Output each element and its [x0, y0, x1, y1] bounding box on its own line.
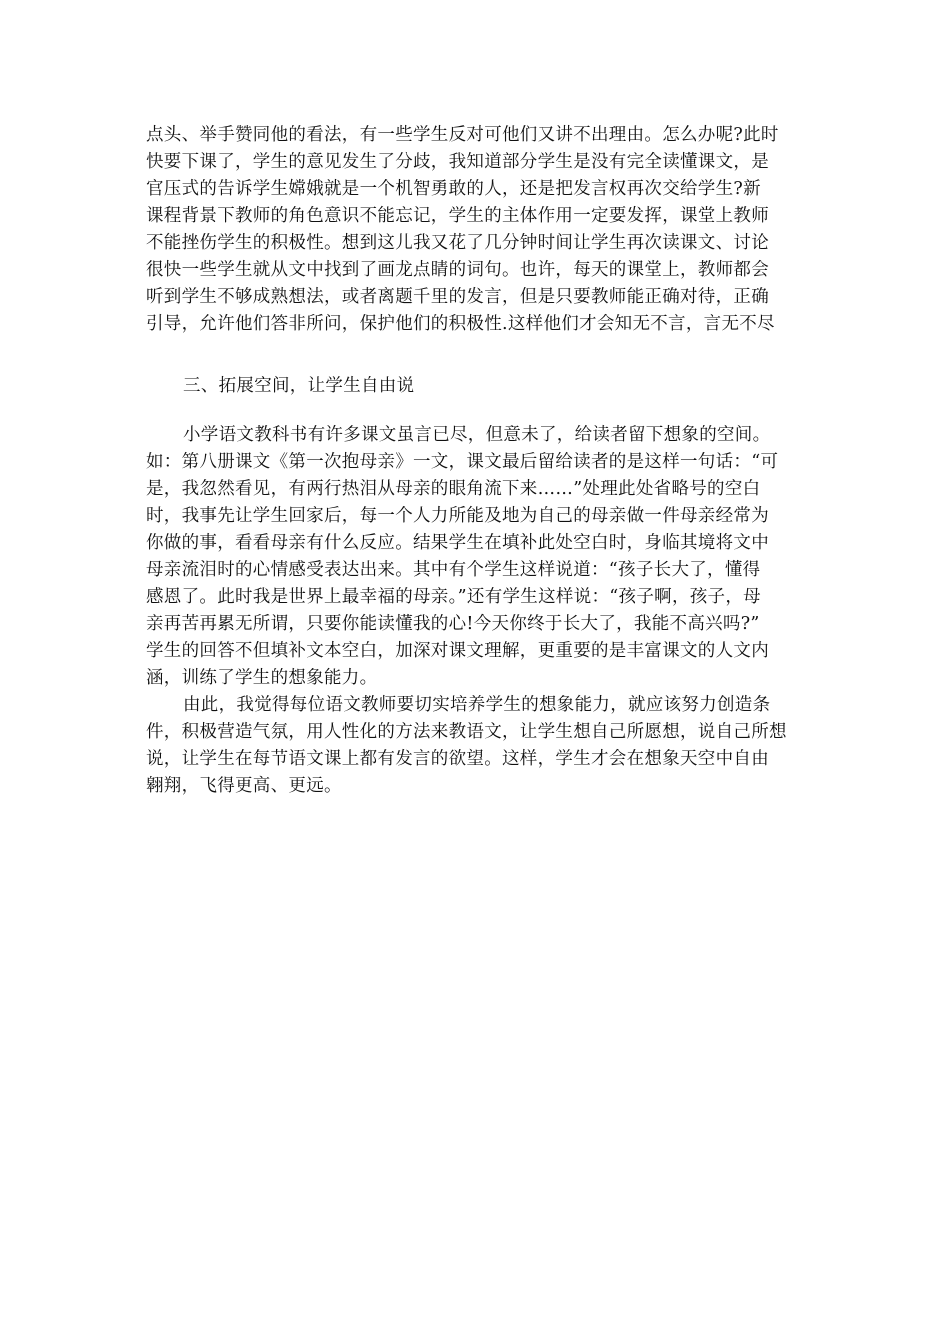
paragraph2-line: 你做的事，看看母亲有什么反应。结果学生在填补此处空白时，身临其境将文中	[146, 533, 769, 553]
paragraph2-line: 亲再苦再累无所谓，只要你能读懂我的心!今天你终于长大了，我能不高兴吗?”	[146, 614, 760, 634]
paragraph1-line: 引导，允许他们答非所问，保护他们的积极性.这样他们才会知无不言，言无不尽	[146, 314, 775, 334]
paragraph1-line: 听到学生不够成熟想法，或者离题千里的发言，但是只要教师能正确对待，正确	[146, 287, 769, 307]
paragraph2-line: 小学语文教科书有许多课文虽言已尽，但意未了，给读者留下想象的空间。	[183, 425, 771, 445]
section-heading: 三、拓展空间，让学生自由说	[183, 376, 415, 396]
paragraph1-line: 快要下课了，学生的意见发生了分歧，我知道部分学生是没有完全读懂课文，是	[146, 152, 769, 172]
paragraph1-line: 点头、举手赞同他的看法，有一些学生反对可他们又讲不出理由。怎么办呢?此时	[146, 125, 779, 145]
paragraph2-line: 学生的回答不但填补文本空白，加深对课文理解，更重要的是丰富课文的人文内	[146, 641, 769, 661]
paragraph1-line: 很快一些学生就从文中找到了画龙点睛的词句。也许，每天的课堂上，教师都会	[146, 260, 769, 280]
paragraph3-line: 翱翔，飞得更高、更远。	[146, 776, 342, 796]
paragraph2-line: 是，我忽然看见，有两行热泪从母亲的眼角流下来……”处理此处省略号的空白	[146, 479, 761, 499]
paragraph2-line: 时，我事先让学生回家后，每一个人力所能及地为自己的母亲做一件母亲经常为	[146, 506, 769, 526]
paragraph2-line: 感恩了。此时我是世界上最幸福的母亲。”还有学生这样说：“孩子啊，孩子，母	[146, 587, 761, 607]
paragraph1-line: 官压式的告诉学生嫦娥就是一个机智勇敢的人，还是把发言权再次交给学生?新	[146, 179, 761, 199]
paragraph2-line: 母亲流泪时的心情感受表达出来。其中有个学生这样说道：“孩子长大了，懂得	[146, 560, 761, 580]
paragraph1-line: 课程背景下教师的角色意识不能忘记，学生的主体作用一定要发挥，课堂上教师	[146, 206, 769, 226]
paragraph3-line: 说，让学生在每节语文课上都有发言的欲望。这样，学生才会在想象天空中自由	[146, 749, 769, 769]
paragraph3-line: 件，积极营造气氛，用人性化的方法来教语文，让学生想自己所愿想，说自己所想	[146, 722, 787, 742]
paragraph2-line: 如：第八册课文《第一次抱母亲》一文，课文最后留给读者的是这样一句话：“可	[146, 452, 779, 472]
paragraph2-line: 涵，训练了学生的想象能力。	[146, 668, 378, 688]
paragraph3-line: 由此，我觉得每位语文教师要切实培养学生的想象能力，就应该努力创造条	[183, 695, 771, 715]
paragraph1-line: 不能挫伤学生的积极性。想到这儿我又花了几分钟时间让学生再次读课文、讨论	[146, 233, 769, 253]
